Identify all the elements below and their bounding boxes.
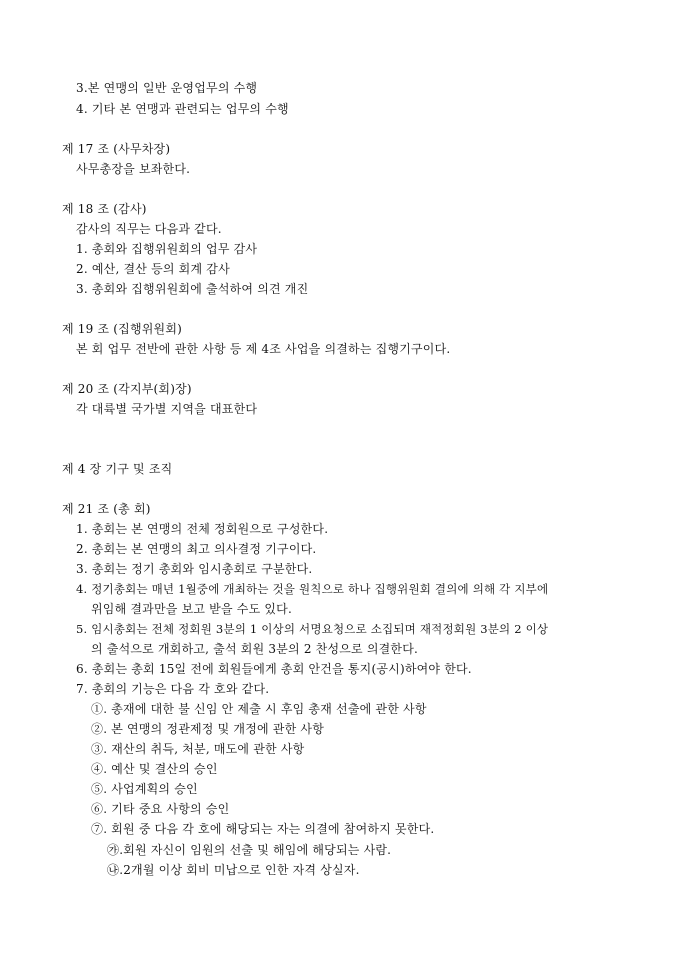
article-17-body: 사무총장을 보좌한다. (76, 162, 191, 176)
article-21-sub-item-1: ①. 총재에 대한 불 신임 안 제출 시 후임 총재 선출에 관한 사항 (91, 702, 427, 716)
article-21-heading: 제 21 조 (총 회) (62, 502, 151, 516)
chapter-4-heading: 제 4 장 기구 및 조직 (62, 462, 173, 476)
article-19-body: 본 회 업무 전반에 관한 사항 등 제 4조 사업을 의결하는 집행기구이다. (76, 342, 451, 356)
article-16-item-3: 3.본 연맹의 일반 운영업무의 수행 (76, 81, 258, 95)
article-21-item-2: 2. 총회는 본 연맹의 최고 의사결정 기구이다. (76, 542, 317, 556)
article-21-sub-item-3: ③. 재산의 취득, 처분, 매도에 관한 사항 (91, 742, 305, 756)
article-19-heading: 제 19 조 (집행위원회) (62, 322, 183, 336)
article-21-item-6: 6. 총회는 총회 15일 전에 회원들에게 총회 안건을 통지(공시)하여야 한다. (76, 662, 472, 676)
article-21-item-7: 7. 총회의 기능은 다음 각 호와 같다. (76, 682, 270, 696)
article-21-sub-sub-item-1: ㉮.회원 자신이 임원의 선출 및 해임에 해당되는 사람. (107, 843, 392, 857)
article-21-item-1: 1. 총회는 본 연맹의 전체 정회원으로 구성한다. (76, 522, 329, 536)
article-21-sub-item-6: ⑥. 기타 중요 사항의 승인 (91, 802, 230, 816)
article-21-item-5-line-2: 의 출석으로 개회하고, 출석 회원 3분의 2 찬성으로 의결한다. (91, 642, 419, 656)
article-18-item-3: 3. 총회와 집행위원회에 출석하여 의견 개진 (76, 282, 309, 296)
article-21-sub-item-2: ②. 본 연맹의 정관제정 및 개정에 관한 사항 (91, 722, 324, 736)
article-17-heading: 제 17 조 (사무차장) (62, 142, 171, 156)
article-18-heading: 제 18 조 (감사) (62, 202, 147, 216)
article-16-item-4: 4. 기타 본 연맹과 관련되는 업무의 수행 (76, 102, 289, 116)
article-21-item-4-line-2: 위임해 결과만을 보고 받을 수도 있다. (91, 602, 292, 616)
article-20-body: 각 대륙별 국가별 지역을 대표한다 (76, 402, 258, 416)
article-21-sub-item-4: ④. 예산 및 결산의 승인 (91, 762, 218, 776)
article-21-item-5-line-1: 5. 임시총회는 전체 정회원 3분의 1 이상의 서명요청으로 소집되며 재적정회원 3분의 2 이상 (76, 622, 549, 636)
article-21-item-4-line-1: 4. 정기총회는 매년 1월중에 개최하는 것을 원칙으로 하나 집행위원회 결의에 의해 각 지부에 (76, 582, 549, 596)
article-18-item-2: 2. 예산, 결산 등의 회계 감사 (76, 262, 230, 276)
article-21-sub-item-7: ⑦. 회원 중 다음 각 호에 해당되는 자는 의결에 참여하지 못한다. (91, 822, 435, 836)
article-21-item-3: 3. 총회는 정기 총회와 임시총회로 구분한다. (76, 562, 313, 576)
article-18-item-1: 1. 총회와 집행위원회의 업무 감사 (76, 242, 258, 256)
article-18-intro: 감사의 직무는 다음과 같다. (76, 222, 222, 236)
article-21-sub-sub-item-2: ㉯.2개월 이상 회비 미납으로 인한 자격 상실자. (107, 863, 360, 877)
article-21-sub-item-5: ⑤. 사업계획의 승인 (91, 782, 198, 796)
article-20-heading: 제 20 조 (각지부(회)장) (62, 382, 192, 396)
